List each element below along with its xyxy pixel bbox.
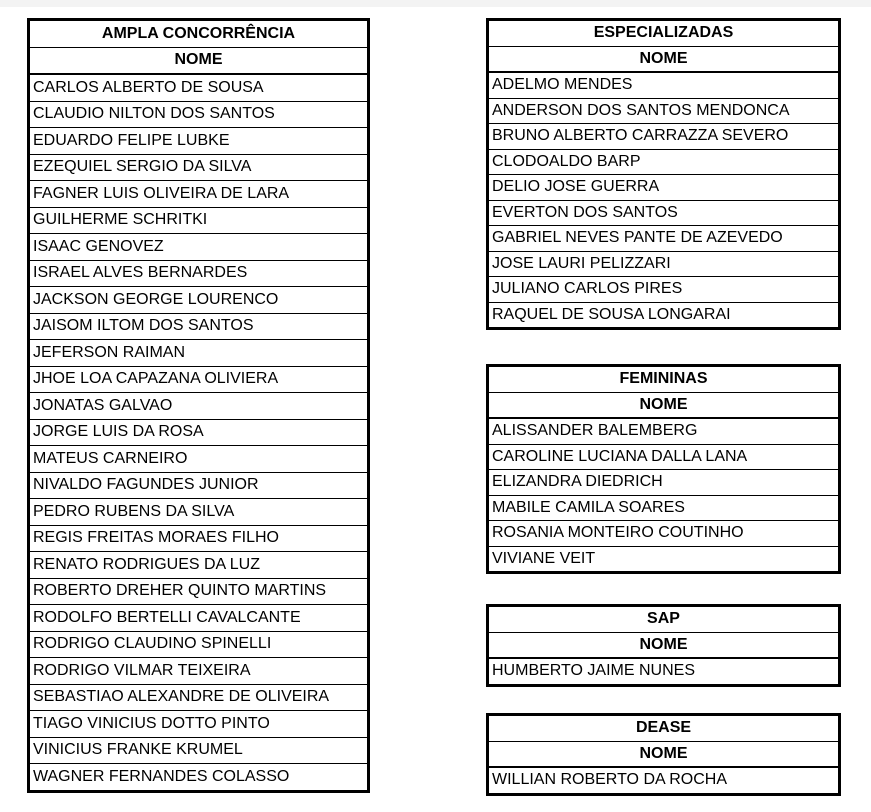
- name-cell: JACKSON GEORGE LOURENCO: [29, 287, 369, 314]
- name-cell: REGIS FREITAS MORAES FILHO: [29, 525, 369, 552]
- ampla-title: AMPLA CONCORRÊNCIA: [29, 20, 369, 48]
- name-cell: FAGNER LUIS OLIVEIRA DE LARA: [29, 181, 369, 208]
- table-row: [488, 175, 840, 201]
- table-row: [29, 181, 369, 208]
- table-row: [29, 631, 369, 658]
- name-cell: EDUARDO FELIPE LUBKE: [29, 128, 369, 155]
- name-cell: RODOLFO BERTELLI CAVALCANTE: [29, 605, 369, 632]
- table-row: [29, 366, 369, 393]
- ampla-column-header: NOME: [29, 47, 369, 74]
- table-row: [488, 251, 840, 277]
- name-cell: CLAUDIO NILTON DOS SANTOS: [29, 101, 369, 128]
- name-cell: JHOE LOA CAPAZANA OLIVIERA: [29, 366, 369, 393]
- name-cell: GABRIEL NEVES PANTE DE AZEVEDO: [488, 226, 840, 252]
- name-cell: TIAGO VINICIUS DOTTO PINTO: [29, 711, 369, 738]
- dease-title: DEASE: [488, 715, 840, 742]
- name-cell: WILLIAN ROBERTO DA ROCHA: [488, 767, 840, 794]
- table-row: [488, 277, 840, 303]
- name-cell: BRUNO ALBERTO CARRAZZA SEVERO: [488, 124, 840, 150]
- name-cell: JULIANO CARLOS PIRES: [488, 277, 840, 303]
- name-cell: EZEQUIEL SERGIO DA SILVA: [29, 154, 369, 181]
- name-cell: ELIZANDRA DIEDRICH: [488, 470, 840, 496]
- table-row: [488, 124, 840, 150]
- name-cell: RODRIGO CLAUDINO SPINELLI: [29, 631, 369, 658]
- dease-column-header: NOME: [488, 741, 840, 767]
- table-row: [29, 340, 369, 367]
- table-row: [29, 446, 369, 473]
- table-row: [488, 72, 840, 98]
- table-row: [488, 418, 840, 444]
- table-row: [488, 470, 840, 496]
- table-row: [29, 684, 369, 711]
- femininas-title: FEMININAS: [488, 366, 840, 393]
- table-row: [29, 499, 369, 526]
- name-cell: HUMBERTO JAIME NUNES: [488, 658, 840, 685]
- name-cell: CLODOALDO BARP: [488, 149, 840, 175]
- table-row: [29, 658, 369, 685]
- especializadas-table: [486, 18, 841, 330]
- table-row: [488, 226, 840, 252]
- name-cell: JOSE LAURI PELIZZARI: [488, 251, 840, 277]
- table-row: [29, 234, 369, 261]
- dease-table: [486, 713, 841, 796]
- name-cell: ADELMO MENDES: [488, 72, 840, 98]
- table-row: [488, 200, 840, 226]
- name-cell: JORGE LUIS DA ROSA: [29, 419, 369, 446]
- table-row: [29, 605, 369, 632]
- ampla-concorrencia-table: [27, 18, 370, 793]
- table-row: [29, 578, 369, 605]
- table-row: [29, 207, 369, 234]
- table-row: [488, 658, 840, 685]
- femininas-table: [486, 364, 841, 574]
- name-cell: RODRIGO VILMAR TEIXEIRA: [29, 658, 369, 685]
- table-row: [29, 737, 369, 764]
- name-cell: MATEUS CARNEIRO: [29, 446, 369, 473]
- name-cell: DELIO JOSE GUERRA: [488, 175, 840, 201]
- table-row: [488, 546, 840, 573]
- name-cell: WAGNER FERNANDES COLASSO: [29, 764, 369, 792]
- table-row: [29, 552, 369, 579]
- name-cell: RENATO RODRIGUES DA LUZ: [29, 552, 369, 579]
- name-cell: ROBERTO DREHER QUINTO MARTINS: [29, 578, 369, 605]
- name-cell: JEFERSON RAIMAN: [29, 340, 369, 367]
- table-row: [29, 525, 369, 552]
- table-row: [29, 74, 369, 101]
- table-row: [488, 98, 840, 124]
- name-cell: NIVALDO FAGUNDES JUNIOR: [29, 472, 369, 499]
- table-row: [488, 521, 840, 547]
- name-cell: JAISOM ILTOM DOS SANTOS: [29, 313, 369, 340]
- name-cell: ISRAEL ALVES BERNARDES: [29, 260, 369, 287]
- especializadas-title: ESPECIALIZADAS: [488, 20, 840, 47]
- table-row: [29, 419, 369, 446]
- table-row: [29, 764, 369, 792]
- name-cell: CARLOS ALBERTO DE SOUSA: [29, 74, 369, 101]
- name-cell: PEDRO RUBENS DA SILVA: [29, 499, 369, 526]
- name-cell: MABILE CAMILA SOARES: [488, 495, 840, 521]
- name-cell: ALISSANDER BALEMBERG: [488, 418, 840, 444]
- name-cell: EVERTON DOS SANTOS: [488, 200, 840, 226]
- name-cell: SEBASTIAO ALEXANDRE DE OLIVEIRA: [29, 684, 369, 711]
- sap-column-header: NOME: [488, 632, 840, 658]
- table-row: [29, 128, 369, 155]
- table-row: [29, 393, 369, 420]
- table-row: [29, 154, 369, 181]
- table-row: [29, 287, 369, 314]
- name-cell: CAROLINE LUCIANA DALLA LANA: [488, 444, 840, 470]
- page-top-band: [0, 0, 871, 7]
- table-row: [29, 472, 369, 499]
- table-row: [29, 260, 369, 287]
- name-cell: RAQUEL DE SOUSA LONGARAI: [488, 302, 840, 329]
- table-row: [29, 101, 369, 128]
- name-cell: GUILHERME SCHRITKI: [29, 207, 369, 234]
- table-row: [29, 711, 369, 738]
- especializadas-column-header: NOME: [488, 46, 840, 72]
- table-row: [29, 313, 369, 340]
- table-row: [488, 149, 840, 175]
- name-cell: ISAAC GENOVEZ: [29, 234, 369, 261]
- table-row: [488, 767, 840, 794]
- name-cell: JONATAS GALVAO: [29, 393, 369, 420]
- table-row: [488, 495, 840, 521]
- name-cell: VINICIUS FRANKE KRUMEL: [29, 737, 369, 764]
- sap-title: SAP: [488, 606, 840, 633]
- table-row: [488, 444, 840, 470]
- name-cell: VIVIANE VEIT: [488, 546, 840, 573]
- table-row: [488, 302, 840, 329]
- sap-table: [486, 604, 841, 687]
- name-cell: ROSANIA MONTEIRO COUTINHO: [488, 521, 840, 547]
- name-cell: ANDERSON DOS SANTOS MENDONCA: [488, 98, 840, 124]
- femininas-column-header: NOME: [488, 392, 840, 418]
